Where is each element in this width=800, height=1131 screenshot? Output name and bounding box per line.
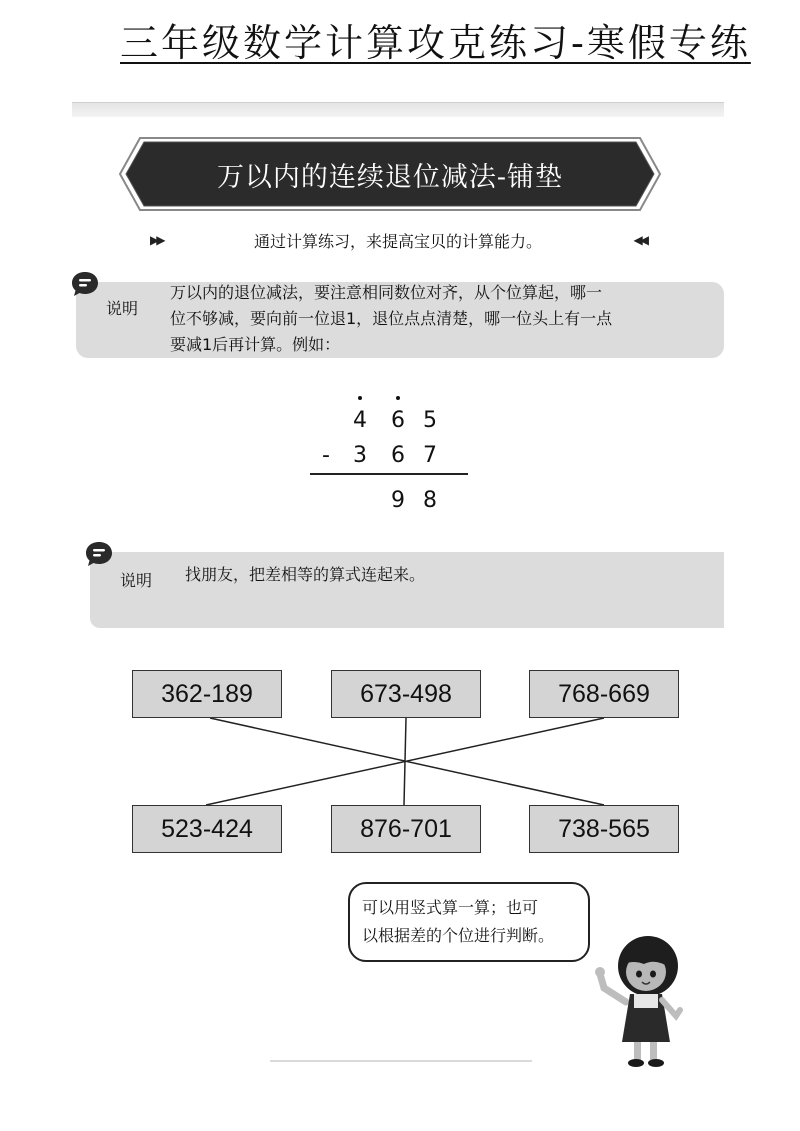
digit: 7: [423, 443, 437, 468]
digit: 8: [423, 488, 437, 513]
explanation-line: 万以内的退位减法，要注意相同数位对齐，从个位算起，哪一: [170, 283, 603, 302]
double-arrow-right-icon: ▶▶: [150, 233, 163, 247]
girl-illustration: [590, 930, 700, 1070]
explanation-text-2: 找朋友，把差相等的算式连起来。: [185, 565, 426, 584]
expression-box-bottom-3[interactable]: 738-565: [529, 805, 679, 853]
hint-speech-bubble: [348, 882, 590, 962]
digit: 4: [353, 408, 367, 433]
banner-title: 万以内的连续退位减法-铺垫: [216, 161, 564, 193]
expression-box-bottom-2[interactable]: 876-701: [331, 805, 481, 853]
hint-line: 以根据差的个位进行判断。: [362, 926, 555, 945]
subtitle-text: 通过计算练习，来提高宝贝的计算能力。: [253, 231, 542, 251]
digit: 5: [423, 408, 437, 433]
double-arrow-left-icon: ◀◀: [633, 233, 646, 247]
explanation-line: 位不够减，要向前一位退1，退位点点清楚，哪一位头上有一点: [170, 309, 613, 328]
digit: 3: [353, 443, 367, 468]
digit: 9: [391, 488, 405, 513]
digit: 6: [391, 408, 405, 433]
explanation-label-1: 说明: [106, 299, 139, 318]
expression-box-top-1[interactable]: 362-189: [132, 670, 282, 718]
expression-box-top-2[interactable]: 673-498: [331, 670, 481, 718]
explanation-label-2: 说明: [120, 571, 153, 590]
minus-sign: -: [322, 443, 330, 468]
expression-box-top-3[interactable]: 768-669: [529, 670, 679, 718]
footer-divider: [270, 1060, 532, 1062]
expression-box-bottom-1[interactable]: 523-424: [132, 805, 282, 853]
explanation-line: 要减1后再计算。例如：: [170, 335, 341, 354]
digit: 6: [391, 443, 405, 468]
hint-line: 可以用竖式算一算；也可: [362, 898, 539, 917]
page-title: 三年级数学计算攻克练习-寒假专练: [120, 21, 751, 65]
